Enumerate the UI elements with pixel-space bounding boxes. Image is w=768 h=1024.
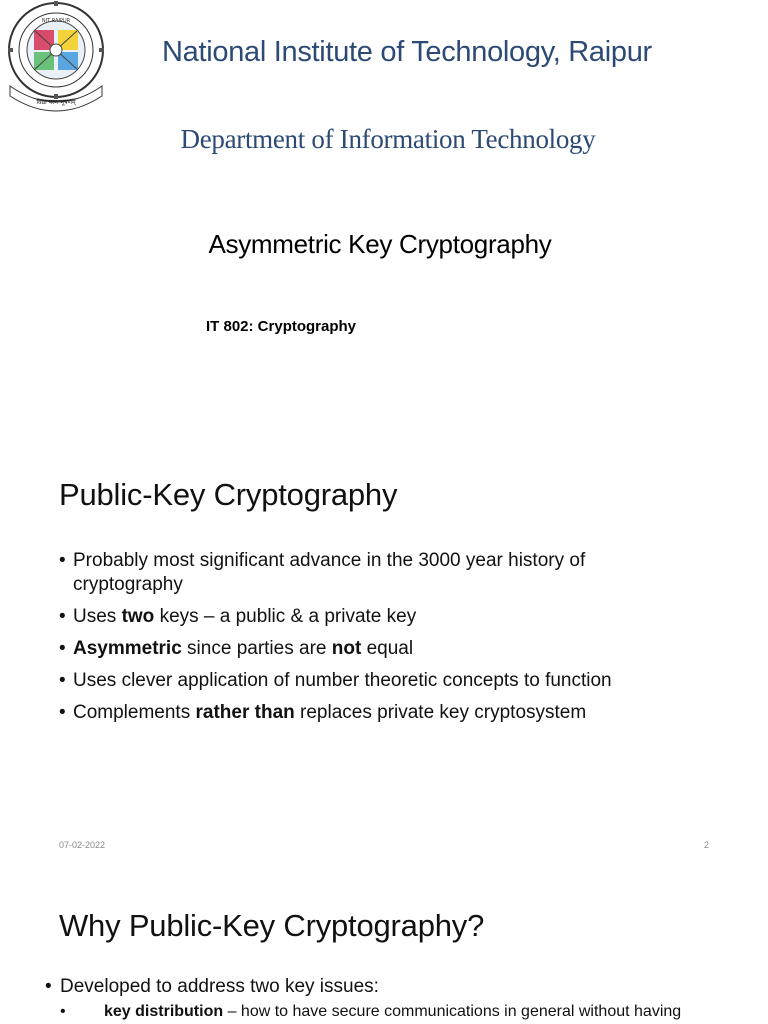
footer-date: 07-02-2022 (59, 840, 106, 850)
list-item (59, 637, 699, 661)
title-slide (0, 0, 768, 430)
bullet-dot-icon: • (45, 976, 52, 997)
text-run: replaces private key cryptosystem (294, 702, 587, 723)
bullet-list (59, 549, 699, 733)
bold-text: two (121, 606, 155, 627)
text-run: Probably most significant advance in the 3000 year history of cryptography (73, 550, 586, 595)
text-run: Uses clever application of number theoretic concepts to function (73, 670, 612, 691)
text-run: Complements (73, 702, 196, 723)
bold-text: Asymmetric (73, 638, 182, 659)
bullet-list (45, 976, 745, 1022)
bullet-dot-icon: • (59, 702, 66, 723)
svg-text:NIT RAIPUR: NIT RAIPUR (41, 18, 71, 24)
bullet-dot-icon: • (60, 1003, 66, 1020)
department-name: Department of Information Technology (180, 124, 596, 154)
slide-title: Public-Key Cryptography (59, 477, 398, 512)
slide-why-public-key (0, 880, 768, 1024)
institute-name: National Institute of Technology, Raipur (162, 36, 652, 68)
bullet-dot-icon: • (59, 638, 66, 659)
sub-list-item (60, 1002, 745, 1022)
sub-bullet-list (60, 1002, 745, 1022)
bullet-dot-icon: • (59, 550, 66, 571)
bold-text: not (331, 638, 362, 659)
list-item (45, 976, 745, 1022)
bold-text: key distribution (104, 1003, 224, 1020)
text-run: since parties are (181, 638, 332, 659)
institute-logo-icon (4, 0, 104, 112)
list-item (59, 669, 699, 693)
slide-title: Why Public-Key Cryptography? (59, 908, 485, 943)
presentation-title: Asymmetric Key Cryptography (208, 229, 552, 259)
bullet-text: Developed to address two key issues: (60, 976, 379, 997)
page-number: 2 (704, 840, 710, 850)
bullet-dot-icon: • (59, 670, 66, 691)
list-item (59, 605, 699, 629)
bold-text: rather than (195, 702, 295, 723)
slide-public-key-cryptography (0, 455, 768, 855)
course-code: IT 802: Cryptography (206, 318, 357, 335)
svg-text:विद्या परम भूषणम्: विद्या परम भूषणम् (36, 99, 76, 106)
bullet-dot-icon: • (59, 606, 66, 627)
text-run: equal (361, 638, 414, 659)
text-run: Uses (73, 606, 122, 627)
text-run: – how to have secure communications in general without having (223, 1003, 682, 1020)
list-item (59, 701, 699, 725)
text-run: keys – a public & a private key (154, 606, 417, 627)
list-item (59, 549, 699, 597)
